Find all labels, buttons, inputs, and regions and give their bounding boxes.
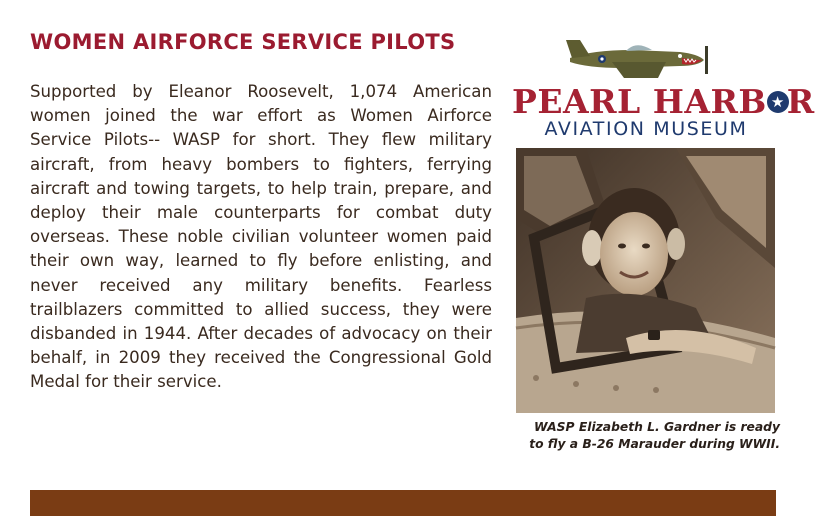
caption-line-1: WASP Elizabeth L. Gardner is ready <box>534 420 780 434</box>
footer-bar <box>30 490 776 516</box>
warplane-icon <box>562 28 712 80</box>
caption-line-2: to fly a B-26 Marauder during WWII. <box>529 437 780 451</box>
page-title: WOMEN AIRFORCE SERVICE PILOTS <box>30 30 456 54</box>
logo-name-part1: PEARL HARB <box>512 82 767 121</box>
logo-wordmark <box>512 82 815 121</box>
photo-caption <box>512 419 780 453</box>
pilot-photo <box>516 148 775 413</box>
logo-subtitle: AVIATION MUSEUM <box>544 118 748 140</box>
museum-logo <box>512 28 815 140</box>
logo-name-part2: R <box>786 82 815 121</box>
body-paragraph: Supported by Eleanor Roosevelt, 1,074 American women joined the war effort as Women Airforce Service Pilots-- WASP for short. They flew military aircraft, from heavy bombers to fighters, ferrying aircraft and towing targets, to help train, prepare, and deploy their male counterparts for combat duty overseas. These noble civilian volunteer women paid their own way, learned to fly before enlisting, and never received any military benefits. Fearless trailblazers committed to allied success, they were disbanded in 1944. After decades of advocacy on their behalf, in 2009 they received the Congressional Gold Medal for their service. <box>30 82 492 392</box>
star-roundel-icon: ★ <box>767 91 789 113</box>
pilot-photo-illustration <box>516 148 775 413</box>
